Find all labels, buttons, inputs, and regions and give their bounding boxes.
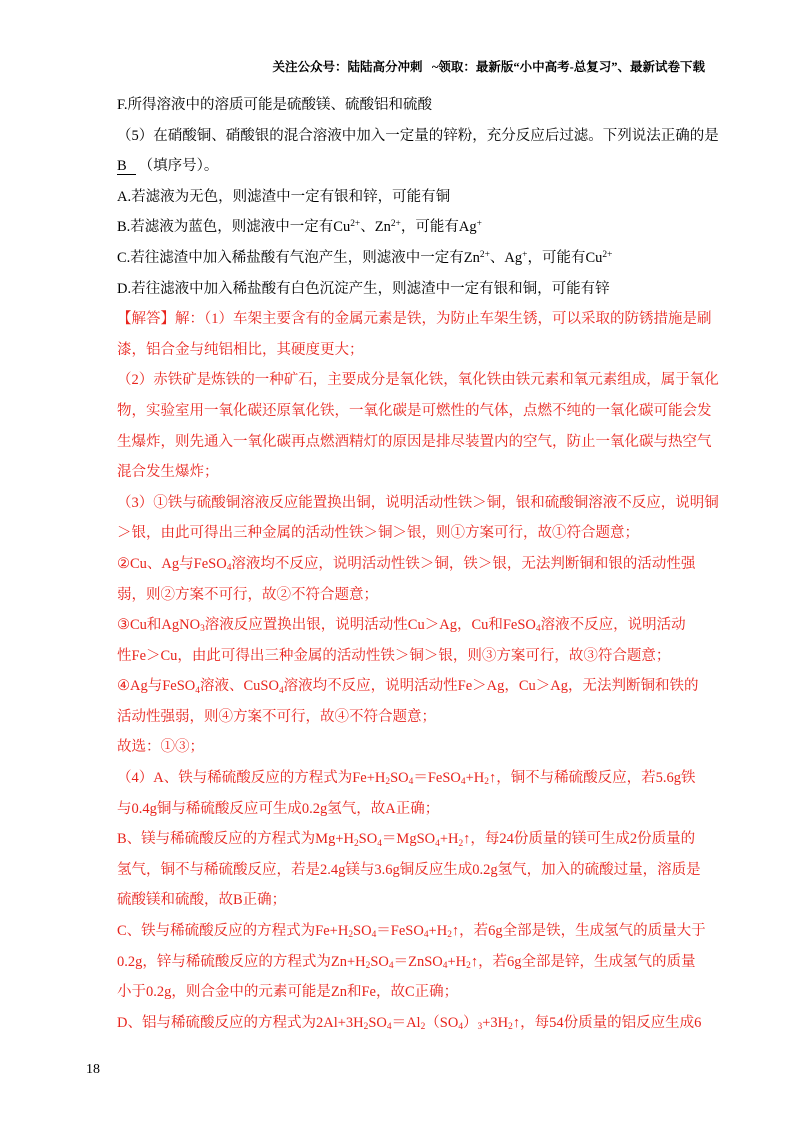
answer-line — [117, 763, 777, 794]
line-text: 物，实验室用一氧化碳还原氧化铁，一氧化碳是可燃性的气体，点燃不纯的一氧化碳可能会发 — [117, 402, 712, 419]
line-text: 溶液、CuSO — [199, 678, 279, 695]
subscript: 2 — [420, 1022, 426, 1033]
line-text: ③Cu和AgNO — [117, 617, 201, 634]
question-line — [117, 274, 777, 305]
line-text: F.所得溶液中的溶质可能是硫酸镁、硫酸铝和硫酸 — [117, 97, 433, 113]
question-line — [117, 90, 777, 121]
line-text: ＞银，由此可得出三种金属的活动性铁＞铜＞银，则①方案可行，故①符合题意； — [117, 525, 639, 542]
line-text: 0.2g，锌与稀硫酸反应的方程式为Zn+H — [117, 953, 366, 970]
subscript: 2 — [484, 777, 489, 788]
line-text: 漆，铝合金与纯铝相比，其硬度更大； — [117, 341, 364, 358]
subscript: 2 — [466, 960, 471, 971]
answer-line — [117, 427, 777, 458]
line-text: SO — [353, 923, 372, 940]
subscript: 4 — [371, 930, 377, 941]
subscript: 2 — [385, 777, 391, 788]
subscript: 4 — [442, 960, 448, 971]
question-line — [117, 151, 777, 182]
question-line — [117, 121, 777, 152]
answer-line — [117, 641, 777, 672]
line-text: ，可能有Ag — [400, 219, 477, 236]
line-text: +H — [439, 831, 459, 848]
superscript: 2+ — [602, 249, 613, 260]
line-text: 溶液均不反应，说明活动性Fe＞Ag，Cu＞Ag，无法判断铜和铁的 — [283, 678, 699, 695]
line-text: SO — [390, 770, 409, 787]
line-text: （3）①铁与硫酸铜溶液反应能置换出铜，说明活动性铁＞铜，银和硫酸铜溶液不反应，说明铜 — [117, 494, 719, 511]
subscript: 2 — [353, 838, 359, 849]
line-text: D、铝与稀硫酸反应的方程式为2Al+3H — [117, 1014, 364, 1031]
subscript: 4 — [435, 838, 440, 849]
line-text: ＝Al — [391, 1014, 421, 1031]
subscript: 3 — [477, 1022, 483, 1033]
question-line — [117, 182, 777, 213]
line-text: ↑，每54份质量的铝反应生成6 — [512, 1014, 702, 1031]
line-text: 溶液均不反应，说明活动性铁＞铜，铁＞银，无法判断铜和银的活动性强 — [231, 555, 696, 572]
subscript: 2 — [447, 930, 452, 941]
line-text: ↑，若6g全部是锌，生成氢气的质量 — [470, 953, 696, 970]
answer-line — [117, 794, 777, 825]
question-line — [117, 212, 777, 243]
line-text: ＝FeSO — [413, 770, 461, 787]
subscript: 4 — [388, 960, 394, 971]
page-header: 关注公众号：陆陆高分冲刺 ~领取：最新版“小中高考-总复习”、最新试卷下载 — [272, 60, 705, 74]
line-text: +3H — [482, 1014, 509, 1031]
subscript: 2 — [365, 960, 371, 971]
answer-line — [117, 580, 777, 611]
superscript: + — [476, 219, 482, 230]
line-text: SO — [370, 953, 389, 970]
subscript: 4 — [408, 777, 414, 788]
answer-line — [117, 916, 777, 947]
answer-line — [117, 335, 777, 366]
subscript: 4 — [195, 685, 200, 696]
answer-line — [117, 304, 777, 335]
document-body — [117, 90, 777, 1038]
subscript: 4 — [460, 777, 466, 788]
subscript: 4 — [535, 624, 541, 635]
answer-line — [117, 549, 777, 580]
line-text: 硫酸镁和硫酸，故B正确； — [117, 892, 287, 909]
answer-line — [117, 1008, 777, 1039]
superscript: 2+ — [350, 219, 361, 230]
answer-line — [117, 824, 777, 855]
line-text: +H — [428, 923, 448, 940]
subscript: 2 — [363, 1022, 369, 1033]
answer-section — [117, 304, 777, 1038]
line-text: （填序号）。 — [138, 158, 219, 175]
line-text: +H — [447, 953, 467, 970]
answer-line — [117, 610, 777, 641]
line-text: 、Ag — [489, 249, 523, 266]
line-text: ④Ag与FeSO — [117, 678, 196, 695]
line-text: ，可能有Cu — [527, 249, 603, 266]
line-text: 活动性强弱，则④方案不可行，故④不符合题意； — [117, 708, 436, 725]
line-text: 小于0.2g，则合金中的元素可能是Zn和Fe，故C正确； — [117, 984, 459, 1001]
answer-line — [117, 518, 777, 549]
answer-line — [117, 457, 777, 488]
answer-line — [117, 671, 777, 702]
answer-line — [117, 396, 777, 427]
line-text: SO — [358, 831, 378, 848]
answer-line — [117, 702, 777, 733]
line-text: 性Fe＞Cu，由此可得出三种金属的活动性铁＞铜＞银，则③方案可行，故③符合题意； — [117, 647, 671, 664]
answer-line — [117, 855, 777, 886]
line-text: 溶液反应置换出银，说明活动性Cu＞Ag，Cu和FeSO — [204, 617, 536, 634]
answer-line — [117, 732, 777, 763]
line-text: 故选：①③； — [117, 739, 204, 756]
line-text: C、铁与稀硫酸反应的方程式为Fe+H — [117, 923, 349, 940]
question-section — [117, 90, 777, 304]
line-text: 溶液不反应，说明活动 — [540, 617, 686, 634]
line-text: D.若往滤液中加入稀盐酸有白色沉淀产生，则滤渣中一定有银和铜，可能有锌 — [117, 280, 610, 297]
subscript: 4 — [278, 685, 284, 696]
answer-line — [117, 977, 777, 1008]
superscript: 2+ — [479, 249, 490, 260]
line-text: ②Cu、Ag与FeSO — [117, 555, 227, 572]
answer-line — [117, 885, 777, 916]
line-text: 生爆炸，则先通入一氧化碳再点燃酒精灯的原因是排尽装置内的空气，防止一氧化碳与热空气 — [117, 433, 712, 450]
subscript: 4 — [377, 838, 382, 849]
line-text: （5）在硝酸铜、硝酸银的混合溶液中加入一定量的锌粉，充分反应后过滤。下列说法正确的是 — [117, 127, 719, 144]
line-text: （SO — [425, 1014, 459, 1031]
question-line — [117, 243, 777, 274]
line-text: ＝FeSO — [376, 923, 424, 940]
page-number: 18 — [86, 1062, 100, 1077]
line-text: 与0.4g铜与稀硫酸反应可生成0.2g氢气，故A正确； — [117, 800, 440, 817]
subscript: 3 — [200, 624, 205, 635]
line-text: ＝MgSO — [381, 831, 436, 848]
line-text: ↑，每24份质量的镁可生成2份质量的 — [463, 831, 696, 848]
line-text: C.若往滤渣中加入稀盐酸有气泡产生，则滤液中一定有Zn — [117, 249, 480, 266]
line-text: A.若滤液为无色，则滤渣中一定有银和锌，可能有铜 — [117, 188, 451, 205]
subscript: 4 — [423, 930, 429, 941]
line-text: ＝ZnSO — [393, 953, 443, 970]
line-text: ↑，铜不与稀硫酸反应，若5.6g铁 — [488, 770, 696, 787]
superscript: 2+ — [390, 219, 401, 230]
line-text: ↑，若6g全部是铁，生成氢气的质量大于 — [451, 923, 706, 940]
answer-blank: B — [117, 159, 136, 175]
subscript: 2 — [508, 1022, 513, 1033]
line-text: 氢气，铜不与稀硫酸反应，若是2.4g镁与3.6g铜反应生成0.2g氢气，加入的硫酸过量，溶质是 — [117, 861, 701, 878]
line-text: B、镁与稀硫酸反应的方程式为Mg+H — [117, 831, 354, 848]
subscript: 2 — [348, 930, 354, 941]
line-text: 、Zn — [360, 219, 391, 236]
subscript: 4 — [386, 1022, 392, 1033]
answer-line — [117, 365, 777, 396]
line-text: +H — [465, 770, 485, 787]
line-text: 弱，则②方案不可行，故②不符合题意； — [117, 586, 378, 603]
subscript: 2 — [458, 838, 464, 849]
answer-line — [117, 947, 777, 978]
line-text: SO — [368, 1014, 387, 1031]
subscript: 4 — [226, 563, 232, 574]
line-text: B.若滤液为蓝色，则滤液中一定有Cu — [117, 219, 351, 236]
line-text: 混合发生爆炸； — [117, 464, 219, 481]
line-text: 【解答】解：（1）车架主要含有的金属元素是铁，为防止车架生锈，可以采取的防锈措施是刷 — [117, 311, 712, 328]
superscript: + — [522, 249, 528, 260]
line-text: ） — [463, 1014, 478, 1031]
answer-line — [117, 488, 777, 519]
subscript: 4 — [458, 1022, 464, 1033]
line-text: （2）赤铁矿是炼铁的一种矿石，主要成分是氧化铁，氧化铁由铁元素和氧元素组成，属于氧化 — [117, 372, 719, 389]
line-text: （4）A、铁与稀硫酸反应的方程式为Fe+H — [117, 770, 386, 787]
